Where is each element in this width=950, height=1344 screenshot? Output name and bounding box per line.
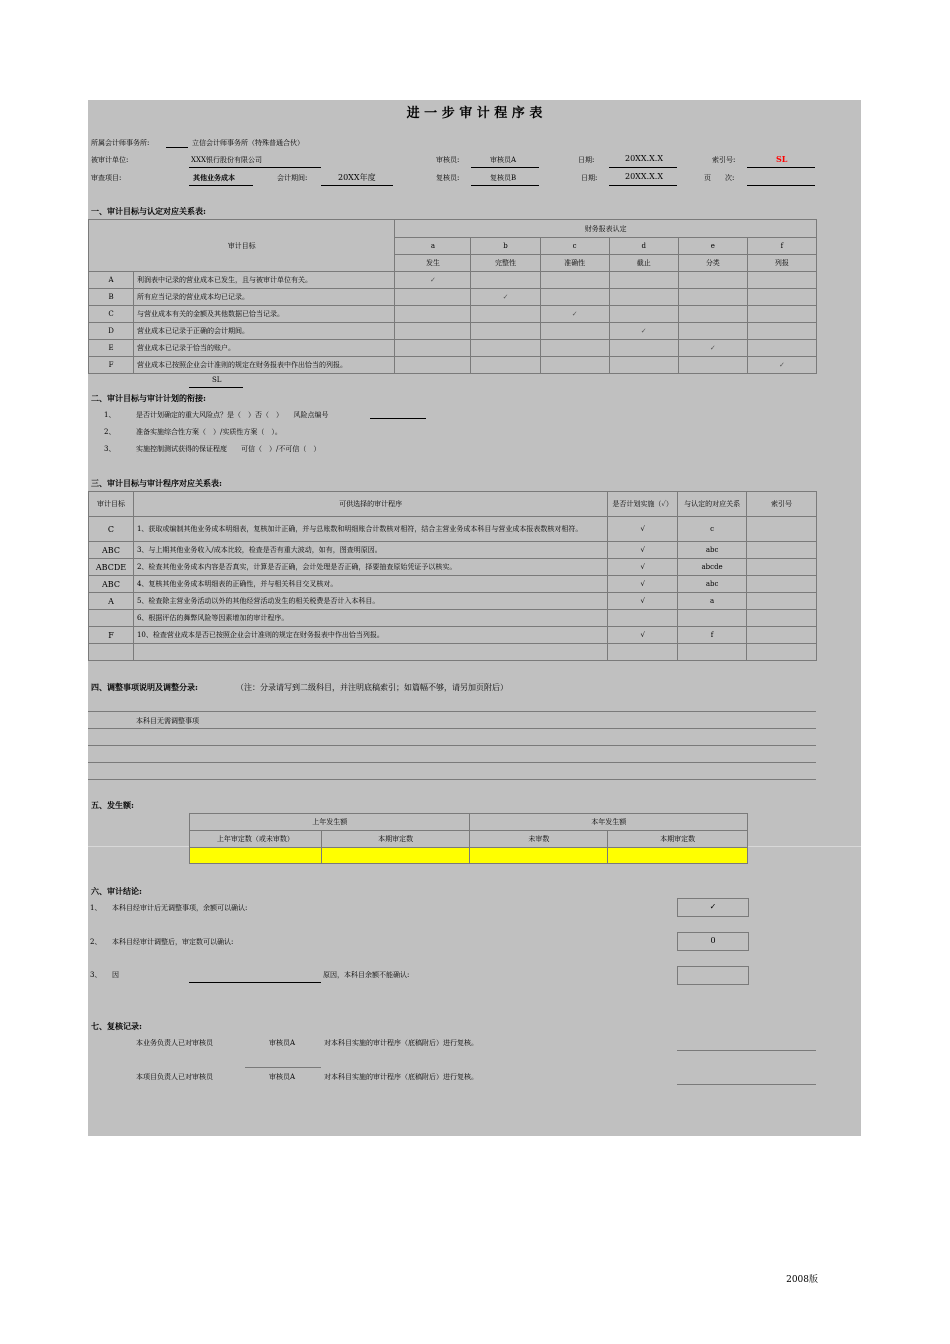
period-underline — [321, 185, 393, 186]
review-lead: 本项目负责人已对审核员 — [136, 1073, 213, 1081]
assertion-check-cell[interactable] — [395, 289, 471, 306]
procedure-row — [89, 627, 817, 644]
procedure-objective: A — [89, 593, 134, 610]
procedure-row — [89, 559, 817, 576]
objective-row — [89, 272, 817, 289]
procedure-row — [89, 517, 817, 542]
procedure-objective — [89, 610, 134, 627]
procedure-relation: a — [678, 593, 747, 610]
procedure-row — [89, 644, 817, 661]
section2-item: 是否计划确定的重大风险点？是（ ）否（ ） 风险点编号 — [136, 411, 329, 419]
assertion-check-cell[interactable] — [678, 306, 747, 323]
period-label: 会计期间: — [277, 174, 308, 182]
procedure-index[interactable] — [747, 627, 817, 644]
procedure-relation — [678, 610, 747, 627]
assertion-letter: f — [747, 238, 816, 255]
item-value: 其他业务成本 — [193, 173, 235, 182]
conclusion-box[interactable]: 0 — [677, 932, 749, 951]
assertion-check-cell[interactable] — [678, 340, 747, 357]
assertion-check-cell[interactable] — [471, 323, 540, 340]
conclusion-text: 因 — [112, 971, 119, 979]
reviewer-underline — [471, 185, 539, 186]
procedure-row — [89, 542, 817, 559]
page-underline — [747, 185, 815, 186]
assertion-check-cell[interactable] — [747, 289, 816, 306]
section3-heading: 三、审计目标与审计程序对应关系表: — [91, 478, 222, 488]
check-icon: ✓ — [430, 276, 436, 284]
assertion-name: 准确性 — [540, 255, 609, 272]
objective-row — [89, 306, 817, 323]
amount-row-line — [748, 846, 861, 847]
procedure-text: 6、根据评估的舞弊风险等因素增加的审计程序。 — [133, 610, 607, 627]
check-icon: ✓ — [640, 327, 647, 335]
assertion-check-cell[interactable] — [747, 306, 816, 323]
review-who: 审核员A — [269, 1073, 296, 1081]
reviewer-label: 复核员: — [436, 174, 460, 182]
procedure-relation: f — [678, 627, 747, 644]
date-value-2: 20XX.X.X — [625, 172, 664, 181]
procedure-header: 审计目标 — [89, 492, 134, 517]
procedure-relation: c — [678, 517, 747, 542]
adjustment-line — [88, 711, 816, 712]
assertion-check-cell[interactable] — [609, 272, 678, 289]
procedure-text: 4、复核其他业务成本明细表的正确性，并与相关科目交叉核对。 — [133, 576, 607, 593]
assertion-check-cell[interactable] — [395, 272, 471, 289]
procedure-text: 1、获取或编制其他业务成本明细表，复核加计正确，并与总账数和明细账合计数核对相符，结合主营业务成本科目与营业成本报表数核对相符。 — [133, 517, 607, 542]
firm-value: 立信会计师事务所（特殊普通合伙） — [192, 139, 304, 147]
procedure-header: 可供选择的审计程序 — [133, 492, 607, 517]
review-text: 对本科目实施的审计程序（底稿附后）进行复核。 — [324, 1073, 478, 1081]
objective-code: D — [89, 323, 134, 340]
check-icon: ✓ — [502, 293, 509, 301]
objective-row — [89, 340, 817, 357]
adjustment-line — [88, 779, 816, 780]
assertion-check-cell[interactable] — [471, 340, 540, 357]
auditor-underline — [471, 167, 539, 168]
procedure-index[interactable] — [747, 559, 817, 576]
review-divider — [245, 1067, 321, 1068]
conclusion-num: 3、 — [90, 971, 102, 979]
objective-text: 与营业成本有关的金额及其他数据已恰当记录。 — [134, 306, 395, 323]
objective-code: B — [89, 289, 134, 306]
risk-number-underline — [370, 418, 426, 419]
reason-underline[interactable] — [189, 982, 321, 983]
objective-row — [89, 357, 817, 374]
procedure-header: 与认定的对应关系 — [678, 492, 747, 517]
amount-col-header: 本期审定数 — [608, 831, 748, 848]
section2-heading: 二、审计目标与审计计划的衔接: — [91, 393, 206, 403]
assertion-check-cell[interactable] — [471, 289, 540, 306]
assertion-name: 截止 — [609, 255, 678, 272]
procedure-plan[interactable]: √ — [608, 542, 678, 559]
procedure-objective: C — [89, 517, 134, 542]
conclusion-box[interactable]: ✓ — [677, 898, 749, 917]
assertion-letter: d — [609, 238, 678, 255]
section1-index-ref: SL — [212, 376, 222, 384]
procedure-text: 3、与上期其他业务收入/成本比较，检查是否有重大波动，如有，图查明原因。 — [133, 542, 607, 559]
procedure-text: 10、检查营业成本是否已按照企业会计准则的规定在财务报表中作出恰当列报。 — [133, 627, 607, 644]
period-value: 20XX年度 — [338, 173, 376, 182]
item-underline — [189, 185, 253, 186]
assertion-check-cell[interactable] — [609, 323, 678, 340]
assertion-check-cell[interactable] — [540, 306, 609, 323]
procedure-objective: ABC — [89, 542, 134, 559]
assertion-letter: c — [540, 238, 609, 255]
curr-year-header: 本年发生额 — [470, 814, 748, 831]
objective-procedure-table — [88, 491, 817, 661]
assertion-check-cell[interactable] — [395, 323, 471, 340]
objective-code: A — [89, 272, 134, 289]
section2-item: 实施控制测试获得的保证程度 可信（ ）/不可信（ ） — [136, 445, 321, 453]
procedure-relation: abcde — [678, 559, 747, 576]
date-label-2: 日期: — [581, 174, 598, 182]
assertion-check-cell[interactable] — [540, 289, 609, 306]
review-sign-line[interactable] — [677, 1084, 816, 1085]
procedure-text: 2、检查其他业务成本内容是否真实，计算是否正确，会计处理是否正确，择要抽查原始凭证予以核实。 — [133, 559, 607, 576]
objective-code: F — [89, 357, 134, 374]
section5-heading: 五、发生额: — [91, 800, 134, 810]
assertion-name: 发生 — [395, 255, 471, 272]
section4-note: （注：分录请写到二级科目，并注明底稿索引；如篇幅不够，请另加页附后） — [236, 683, 508, 692]
adjustment-text: 本科目无需调整事项 — [136, 717, 199, 725]
assertion-check-cell[interactable] — [609, 289, 678, 306]
assertions-header: 财务报表认定 — [395, 220, 817, 238]
assertion-check-cell[interactable] — [540, 323, 609, 340]
amount-cell[interactable] — [470, 848, 608, 864]
assertion-name: 完整性 — [471, 255, 540, 272]
assertion-check-cell[interactable] — [395, 340, 471, 357]
section2-item: 准备实施综合性方案（ ）/实质性方案（ ）。 — [136, 428, 282, 436]
section2-num: 3、 — [104, 445, 116, 453]
item-label: 审查项目: — [91, 174, 122, 182]
client-underline — [189, 167, 321, 168]
version-footer: 2008版 — [786, 1275, 818, 1285]
assertion-check-cell[interactable] — [678, 289, 747, 306]
index-label: 索引号: — [712, 156, 736, 164]
procedure-row — [89, 610, 817, 627]
conclusion-text: 本科目经审计调整后，审定数可以确认: — [112, 938, 234, 946]
section6-heading: 六、审计结论: — [91, 886, 142, 896]
page-title: 进 一 步 审 计 程 序 表 — [406, 106, 543, 121]
objective-assertion-table — [88, 219, 817, 374]
client-label: 被审计单位: — [91, 156, 129, 164]
amount-cell[interactable] — [190, 848, 322, 864]
adjustment-line — [88, 745, 816, 746]
client-value: XXX银行股份有限公司 — [191, 156, 262, 164]
assertion-check-cell[interactable] — [747, 357, 816, 374]
assertion-check-cell[interactable] — [540, 272, 609, 289]
index-value: SL — [776, 154, 788, 164]
amount-cell[interactable] — [608, 848, 748, 864]
check-icon: ✓ — [571, 310, 578, 318]
check-icon: ✓ — [709, 344, 716, 352]
procedure-plan[interactable] — [608, 610, 678, 627]
procedure-header: 索引号 — [747, 492, 817, 517]
firm-prefix-underline — [166, 147, 188, 148]
section4-heading: 四、调整事项说明及调整分录: — [91, 682, 198, 692]
assertion-name: 列报 — [747, 255, 816, 272]
assertion-check-cell[interactable] — [540, 340, 609, 357]
procedure-objective: ABCDE — [89, 559, 134, 576]
assertion-check-cell[interactable] — [609, 357, 678, 374]
conclusion-num: 2、 — [90, 938, 102, 946]
conclusion-box[interactable] — [677, 966, 749, 985]
procedure-index[interactable] — [747, 593, 817, 610]
review-text: 对本科目实施的审计程序（底稿附后）进行复核。 — [324, 1039, 478, 1047]
procedure-objective — [89, 644, 134, 661]
assertion-check-cell[interactable] — [609, 340, 678, 357]
procedure-index[interactable] — [747, 542, 817, 559]
assertion-check-cell[interactable] — [678, 272, 747, 289]
amount-col-header: 本期审定数 — [321, 831, 470, 848]
procedure-objective: F — [89, 627, 134, 644]
procedure-plan[interactable]: √ — [608, 517, 678, 542]
amount-col-header: 上年审定数（或未审数） — [190, 831, 322, 848]
objective-header: 审计目标 — [89, 220, 395, 272]
firm-label: 所属会计师事务所: — [91, 139, 150, 147]
objective-text: 利润表中记录的营业成本已发生，且与被审计单位有关。 — [134, 272, 395, 289]
reviewer-value: 复核员B — [490, 174, 517, 182]
date-underline-1 — [609, 167, 677, 168]
date-label-1: 日期: — [578, 156, 595, 164]
procedure-index[interactable] — [747, 644, 817, 661]
section2-num: 1、 — [104, 411, 116, 419]
procedure-index[interactable] — [747, 517, 817, 542]
assertion-name: 分类 — [678, 255, 747, 272]
procedure-relation: abc — [678, 542, 747, 559]
assertion-check-cell[interactable] — [540, 357, 609, 374]
section7-heading: 七、复核记录: — [91, 1021, 142, 1031]
objective-text: 营业成本已按照企业会计准则的规定在财务报表中作出恰当的列报。 — [134, 357, 395, 374]
prev-year-header: 上年发生额 — [190, 814, 470, 831]
assertion-letter: e — [678, 238, 747, 255]
adjustment-line — [88, 728, 816, 729]
objective-text: 营业成本已记录于恰当的账户。 — [134, 340, 395, 357]
objective-row — [89, 323, 817, 340]
procedure-row — [89, 576, 817, 593]
assertion-check-cell[interactable] — [678, 357, 747, 374]
amount-col-header: 未审数 — [470, 831, 608, 848]
procedure-objective: ABC — [89, 576, 134, 593]
assertion-check-cell[interactable] — [747, 340, 816, 357]
auditor-label: 审核员: — [436, 156, 460, 164]
procedure-plan[interactable] — [608, 644, 678, 661]
procedure-index[interactable] — [747, 610, 817, 627]
adjustment-line — [88, 762, 816, 763]
procedure-relation — [678, 644, 747, 661]
assertion-check-cell[interactable] — [471, 306, 540, 323]
section2-num: 2、 — [104, 428, 116, 436]
date-underline-2 — [609, 185, 677, 186]
procedure-plan[interactable]: √ — [608, 559, 678, 576]
procedure-row — [89, 593, 817, 610]
objective-code: E — [89, 340, 134, 357]
auditor-value: 审核员A — [490, 156, 517, 164]
amount-row-line — [88, 846, 189, 847]
assertion-check-cell[interactable] — [747, 323, 816, 340]
objective-row — [89, 289, 817, 306]
procedure-index[interactable] — [747, 576, 817, 593]
conclusion-text: 原因，本科目余额不能确认: — [323, 971, 410, 979]
review-sign-line[interactable] — [677, 1050, 816, 1051]
conclusion-text: 本科目经审计后无调整事项，余额可以确认: — [112, 904, 248, 912]
check-icon: ✓ — [778, 361, 785, 369]
assertion-letter: a — [395, 238, 471, 255]
review-who: 审核员A — [269, 1039, 296, 1047]
conclusion-num: 1、 — [90, 904, 102, 912]
objective-code: C — [89, 306, 134, 323]
assertion-check-cell[interactable] — [609, 306, 678, 323]
procedure-text: 5、检查除主营业务活动以外的其他经营活动发生的相关税费是否计入本科目。 — [133, 593, 607, 610]
objective-text: 所有应当记录的营业成本均已记录。 — [134, 289, 395, 306]
procedure-text — [133, 644, 607, 661]
page-label: 页 次: — [704, 174, 735, 182]
procedure-relation: abc — [678, 576, 747, 593]
index-underline — [747, 167, 815, 168]
review-lead: 本业务负责人已对审核员 — [136, 1039, 213, 1047]
procedure-plan[interactable]: √ — [608, 593, 678, 610]
assertion-check-cell[interactable] — [395, 306, 471, 323]
amount-cell[interactable] — [321, 848, 470, 864]
assertion-check-cell[interactable] — [747, 272, 816, 289]
section1-heading: 一、审计目标与认定对应关系表: — [91, 206, 206, 216]
assertion-check-cell[interactable] — [471, 272, 540, 289]
procedure-plan[interactable]: √ — [608, 627, 678, 644]
assertion-letter: b — [471, 238, 540, 255]
date-value-1: 20XX.X.X — [625, 154, 664, 163]
amount-table — [189, 813, 748, 864]
section1-index-underline — [189, 387, 243, 388]
objective-text: 营业成本已记录于正确的会计期间。 — [134, 323, 395, 340]
assertion-check-cell[interactable] — [395, 357, 471, 374]
assertion-check-cell[interactable] — [678, 323, 747, 340]
assertion-check-cell[interactable] — [471, 357, 540, 374]
procedure-plan[interactable]: √ — [608, 576, 678, 593]
procedure-header: 是否计划实施（✓） — [608, 492, 678, 517]
